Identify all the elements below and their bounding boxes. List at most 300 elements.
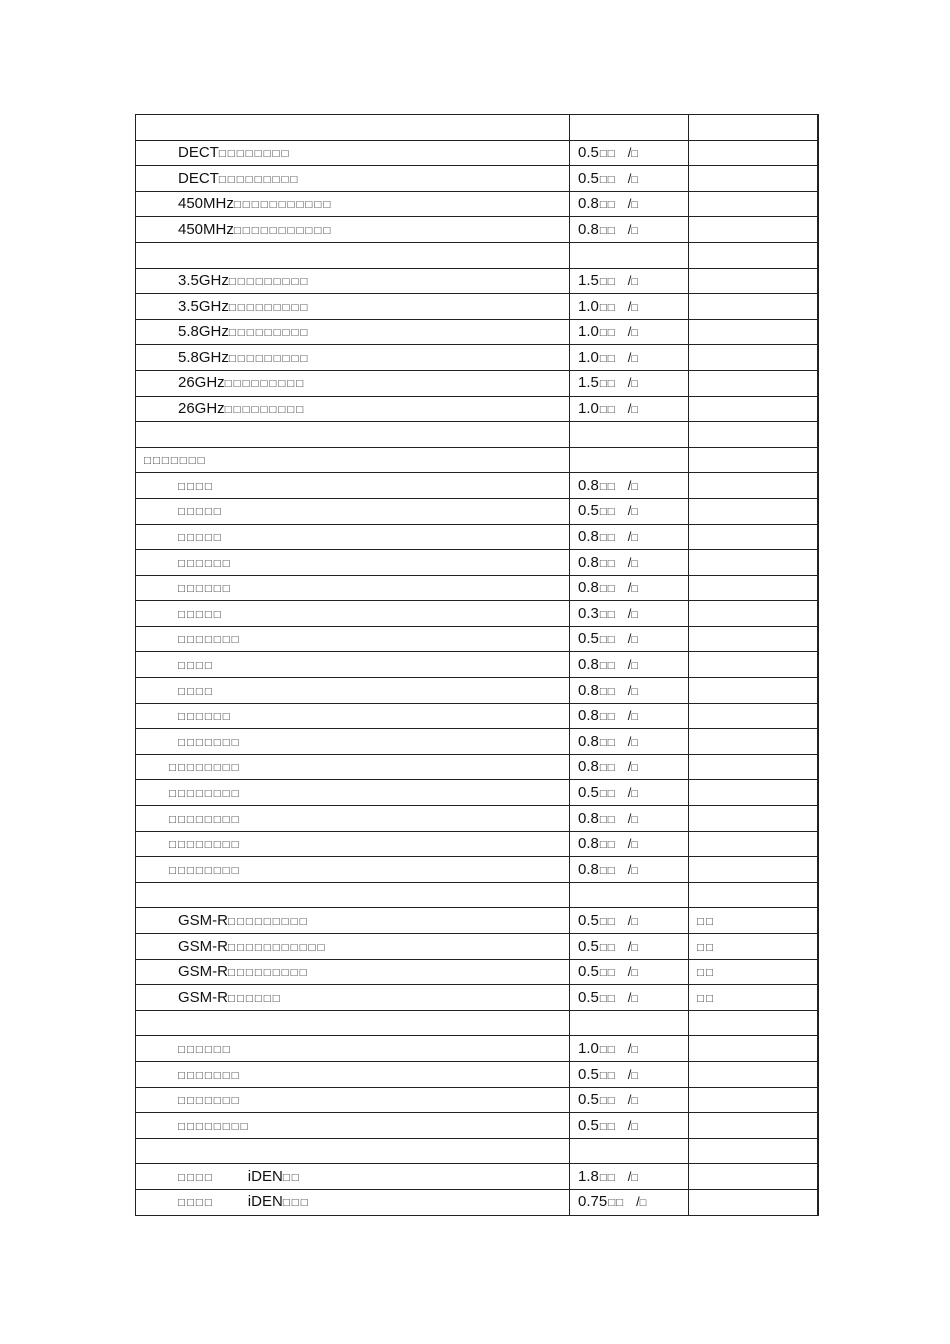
note-cell bbox=[689, 1113, 818, 1139]
fee-unit: □□ bbox=[599, 301, 616, 314]
note-cell bbox=[689, 882, 818, 908]
item-label: □□□□□□□ bbox=[144, 455, 207, 468]
note-cell bbox=[689, 626, 818, 652]
fee-amount: 0.5 bbox=[578, 911, 599, 929]
note-cell bbox=[689, 1010, 818, 1036]
item-prefix: □□□□ bbox=[178, 1197, 214, 1210]
table-row bbox=[136, 422, 818, 448]
note-cell bbox=[689, 166, 818, 192]
fee-cell bbox=[570, 1061, 689, 1087]
fee-unit: □□ bbox=[599, 864, 616, 877]
note-cell bbox=[689, 1087, 818, 1113]
fee-period: □ bbox=[631, 480, 639, 493]
fee-cell bbox=[570, 1036, 689, 1062]
slash-separator: / bbox=[627, 836, 632, 852]
fee-period: □ bbox=[631, 224, 639, 237]
note-cell bbox=[689, 498, 818, 524]
slash-separator: / bbox=[627, 631, 632, 647]
fee-cell bbox=[570, 1189, 689, 1215]
item-code: 450MHz bbox=[178, 195, 234, 213]
item-label: □□□□ bbox=[178, 660, 214, 673]
note-cell bbox=[689, 1164, 818, 1190]
fee-amount: 1.5 bbox=[578, 374, 599, 392]
item-cell bbox=[136, 1113, 570, 1139]
fee-unit: □□ bbox=[599, 915, 616, 928]
item-cell bbox=[136, 115, 570, 141]
fee-cell bbox=[570, 729, 689, 755]
item-cell bbox=[136, 217, 570, 243]
fee-cell bbox=[570, 473, 689, 499]
table-row bbox=[136, 703, 818, 729]
fee-amount: 1.0 bbox=[578, 348, 599, 366]
fee-period: □ bbox=[631, 660, 639, 673]
fee-cell bbox=[570, 754, 689, 780]
item-label: □□□□□□□ bbox=[178, 634, 241, 647]
item-label: □□□□□□□□□ bbox=[228, 327, 310, 340]
item-label: □□□□□□□□ bbox=[178, 1120, 250, 1133]
slash-separator: / bbox=[627, 708, 632, 724]
item-label: □□□□□□□□□ bbox=[218, 173, 300, 186]
table-row bbox=[136, 473, 818, 499]
item-cell bbox=[136, 268, 570, 294]
note-cell bbox=[689, 575, 818, 601]
slash-separator: / bbox=[627, 964, 632, 980]
fee-unit: □□ bbox=[599, 992, 616, 1005]
item-cell bbox=[136, 396, 570, 422]
slash-separator: / bbox=[627, 605, 632, 621]
fee-unit: □□ bbox=[599, 1120, 616, 1133]
table-row bbox=[136, 626, 818, 652]
table-row bbox=[136, 396, 818, 422]
note-text: □□ bbox=[697, 915, 715, 928]
item-label: □□□□□□□□□ bbox=[228, 352, 310, 365]
table-row bbox=[136, 1036, 818, 1062]
note-text: □□ bbox=[697, 967, 715, 980]
note-cell bbox=[689, 1061, 818, 1087]
fee-amount: 0.5 bbox=[578, 1065, 599, 1083]
fee-cell bbox=[570, 370, 689, 396]
fee-amount: 0.8 bbox=[578, 732, 599, 750]
item-label: □□□□□ bbox=[178, 608, 223, 621]
fee-period: □ bbox=[631, 1120, 639, 1133]
fee-period: □ bbox=[631, 1043, 639, 1056]
note-cell bbox=[689, 729, 818, 755]
fee-unit: □□ bbox=[599, 557, 616, 570]
table-row bbox=[136, 1189, 818, 1215]
fee-cell bbox=[570, 985, 689, 1011]
fee-amount: 0.5 bbox=[578, 937, 599, 955]
slash-separator: / bbox=[627, 529, 632, 545]
item-label: □□□□□□□□□□□ bbox=[233, 224, 333, 237]
fee-cell bbox=[570, 678, 689, 704]
fee-amount: 0.8 bbox=[578, 528, 599, 546]
slash-separator: / bbox=[627, 196, 632, 212]
fee-amount: 0.5 bbox=[578, 1091, 599, 1109]
item-label: □□□□□□□□□□□ bbox=[233, 199, 333, 212]
fee-cell bbox=[570, 166, 689, 192]
fee-amount: 1.0 bbox=[578, 400, 599, 418]
item-cell bbox=[136, 882, 570, 908]
slash-separator: / bbox=[627, 554, 632, 570]
fee-cell bbox=[570, 217, 689, 243]
table-row bbox=[136, 524, 818, 550]
item-code: 5.8GHz bbox=[178, 348, 229, 366]
item-cell bbox=[136, 140, 570, 166]
item-label: □□□□ bbox=[178, 685, 214, 698]
item-label: □□□□□□□□□ bbox=[228, 967, 309, 980]
fee-amount: 1.0 bbox=[578, 323, 599, 341]
fee-cell bbox=[570, 319, 689, 345]
fee-period: □ bbox=[631, 941, 639, 954]
fee-cell bbox=[570, 422, 689, 448]
table-row bbox=[136, 191, 818, 217]
slash-separator: / bbox=[627, 1117, 632, 1133]
fee-amount: 0.5 bbox=[578, 630, 599, 648]
fee-period: □ bbox=[639, 1197, 647, 1210]
table-row bbox=[136, 908, 818, 934]
note-cell bbox=[689, 396, 818, 422]
slash-separator: / bbox=[627, 733, 632, 749]
fee-amount: 0.8 bbox=[578, 809, 599, 827]
fee-period: □ bbox=[631, 1095, 639, 1108]
fee-unit: □□ bbox=[599, 813, 616, 826]
table-row bbox=[136, 242, 818, 268]
fee-unit: □□ bbox=[599, 685, 616, 698]
note-cell bbox=[689, 831, 818, 857]
item-label: □□□□ bbox=[178, 480, 214, 493]
item-cell bbox=[136, 1010, 570, 1036]
item-cell bbox=[136, 1061, 570, 1087]
fee-cell bbox=[570, 447, 689, 473]
slash-separator: / bbox=[627, 810, 632, 826]
note-cell bbox=[689, 294, 818, 320]
item-label: □□□□□□□□ bbox=[169, 839, 241, 852]
fee-cell bbox=[570, 498, 689, 524]
item-code: 450MHz bbox=[178, 220, 234, 238]
fee-period: □ bbox=[631, 404, 639, 417]
fee-unit: □□ bbox=[599, 711, 616, 724]
fee-cell bbox=[570, 882, 689, 908]
fee-period: □ bbox=[631, 634, 639, 647]
note-cell bbox=[689, 959, 818, 985]
fee-period: □ bbox=[631, 557, 639, 570]
table-row bbox=[136, 754, 818, 780]
fee-period: □ bbox=[631, 506, 639, 519]
fee-unit: □□ bbox=[599, 1043, 616, 1056]
table-row bbox=[136, 447, 818, 473]
table-row bbox=[136, 780, 818, 806]
item-label: □□□□□□□□ bbox=[169, 762, 241, 775]
item-cell bbox=[136, 601, 570, 627]
fee-amount: 0.8 bbox=[578, 860, 599, 878]
fee-cell bbox=[570, 115, 689, 141]
fee-period: □ bbox=[631, 864, 639, 877]
note-cell bbox=[689, 908, 818, 934]
fee-cell bbox=[570, 934, 689, 960]
slash-separator: / bbox=[627, 324, 632, 340]
note-cell bbox=[689, 422, 818, 448]
item-suffix: □□□ bbox=[282, 1197, 310, 1210]
slash-separator: / bbox=[627, 349, 632, 365]
fee-cell bbox=[570, 242, 689, 268]
fee-period: □ bbox=[631, 327, 639, 340]
table-row bbox=[136, 1061, 818, 1087]
slash-separator: / bbox=[627, 580, 632, 596]
note-cell bbox=[689, 447, 818, 473]
fee-amount: 0.8 bbox=[578, 681, 599, 699]
item-code: DECT bbox=[178, 144, 219, 162]
note-cell bbox=[689, 857, 818, 883]
fee-unit: □□ bbox=[599, 787, 616, 800]
table-row bbox=[136, 806, 818, 832]
fee-cell bbox=[570, 1087, 689, 1113]
item-cell bbox=[136, 780, 570, 806]
item-cell bbox=[136, 550, 570, 576]
item-cell bbox=[136, 370, 570, 396]
fee-period: □ bbox=[631, 813, 639, 826]
note-cell bbox=[689, 806, 818, 832]
item-label: □□□□□□□□□ bbox=[224, 404, 306, 417]
fee-unit: □□ bbox=[599, 506, 616, 519]
item-cell bbox=[136, 1189, 570, 1215]
note-cell bbox=[689, 524, 818, 550]
fee-period: □ bbox=[631, 711, 639, 724]
slash-separator: / bbox=[627, 1066, 632, 1082]
note-cell bbox=[689, 473, 818, 499]
fee-cell bbox=[570, 908, 689, 934]
fee-cell bbox=[570, 1138, 689, 1164]
item-cell bbox=[136, 242, 570, 268]
fee-period: □ bbox=[631, 736, 639, 749]
item-label: □□□□□ bbox=[178, 532, 223, 545]
item-cell bbox=[136, 498, 570, 524]
fee-table-body bbox=[136, 115, 818, 1216]
fee-unit: □□ bbox=[599, 327, 616, 340]
fee-period: □ bbox=[631, 992, 639, 1005]
fee-unit: □□ bbox=[599, 276, 616, 289]
fee-table bbox=[135, 114, 819, 1216]
table-row bbox=[136, 319, 818, 345]
slash-separator: / bbox=[627, 912, 632, 928]
fee-period: □ bbox=[631, 199, 639, 212]
fee-cell bbox=[570, 857, 689, 883]
item-label: □□□□□□ bbox=[178, 583, 232, 596]
fee-cell bbox=[570, 601, 689, 627]
fee-amount: 0.8 bbox=[578, 579, 599, 597]
table-row bbox=[136, 857, 818, 883]
slash-separator: / bbox=[627, 1092, 632, 1108]
slash-separator: / bbox=[627, 503, 632, 519]
note-cell bbox=[689, 242, 818, 268]
fee-amount: 0.5 bbox=[578, 144, 599, 162]
fee-period: □ bbox=[631, 787, 639, 800]
fee-amount: 0.8 bbox=[578, 758, 599, 776]
slash-separator: / bbox=[627, 221, 632, 237]
item-label: □□□□□□□□□ bbox=[228, 301, 310, 314]
fee-period: □ bbox=[631, 1171, 639, 1184]
item-label: □□□□□ bbox=[178, 506, 223, 519]
table-row bbox=[136, 831, 818, 857]
fee-unit: □□ bbox=[599, 583, 616, 596]
note-cell bbox=[689, 140, 818, 166]
note-cell bbox=[689, 550, 818, 576]
item-label: □□□□□□□□ bbox=[169, 813, 241, 826]
slash-separator: / bbox=[636, 1194, 640, 1210]
fee-period: □ bbox=[631, 532, 639, 545]
note-cell bbox=[689, 601, 818, 627]
item-code: iDEN bbox=[247, 1193, 283, 1211]
fee-cell bbox=[570, 524, 689, 550]
fee-unit: □□ bbox=[599, 148, 616, 161]
table-row bbox=[136, 678, 818, 704]
fee-unit: □□ bbox=[599, 634, 616, 647]
slash-separator: / bbox=[627, 145, 632, 161]
fee-cell bbox=[570, 652, 689, 678]
item-label: □□□□□□□ bbox=[178, 736, 241, 749]
fee-cell bbox=[570, 959, 689, 985]
item-label: □□□□□□ bbox=[178, 711, 232, 724]
slash-separator: / bbox=[627, 989, 632, 1005]
item-cell bbox=[136, 908, 570, 934]
fee-cell bbox=[570, 345, 689, 371]
item-label: □□□□□□□□□ bbox=[228, 276, 310, 289]
note-cell bbox=[689, 703, 818, 729]
item-code: iDEN bbox=[247, 1167, 283, 1185]
note-cell bbox=[689, 370, 818, 396]
item-suffix: □□ bbox=[282, 1171, 301, 1184]
item-label: □□□□□□ bbox=[228, 992, 282, 1005]
note-cell bbox=[689, 115, 818, 141]
fee-period: □ bbox=[631, 378, 639, 391]
item-cell bbox=[136, 806, 570, 832]
fee-cell bbox=[570, 1164, 689, 1190]
fee-cell bbox=[570, 780, 689, 806]
fee-unit: □□ bbox=[599, 199, 616, 212]
fee-unit: □□ bbox=[599, 224, 616, 237]
table-row bbox=[136, 1164, 818, 1190]
fee-amount: 0.5 bbox=[578, 988, 599, 1006]
item-label: □□□□□□□□ bbox=[218, 148, 291, 161]
item-code: GSM-R bbox=[178, 911, 228, 929]
fee-period: □ bbox=[631, 301, 639, 314]
item-cell bbox=[136, 473, 570, 499]
fee-period: □ bbox=[631, 148, 639, 161]
item-cell bbox=[136, 754, 570, 780]
table-row bbox=[136, 550, 818, 576]
item-cell bbox=[136, 191, 570, 217]
item-label: □□□□□□□□□ bbox=[228, 915, 309, 928]
fee-amount: 1.0 bbox=[578, 297, 599, 315]
note-text: □□ bbox=[697, 992, 715, 1005]
item-cell bbox=[136, 831, 570, 857]
fee-cell bbox=[570, 575, 689, 601]
fee-amount: 0.8 bbox=[578, 476, 599, 494]
table-row bbox=[136, 345, 818, 371]
table-row bbox=[136, 294, 818, 320]
item-cell bbox=[136, 1138, 570, 1164]
note-cell bbox=[689, 268, 818, 294]
fee-cell bbox=[570, 703, 689, 729]
fee-unit: □□ bbox=[599, 736, 616, 749]
item-cell bbox=[136, 678, 570, 704]
fee-amount: 0.5 bbox=[578, 783, 599, 801]
table-row bbox=[136, 575, 818, 601]
item-label: □□□□□□□□□ bbox=[224, 378, 306, 391]
fee-amount: 1.8 bbox=[578, 1167, 599, 1185]
fee-period: □ bbox=[631, 685, 639, 698]
fee-unit: □□ bbox=[599, 173, 616, 186]
fee-cell bbox=[570, 191, 689, 217]
item-cell bbox=[136, 422, 570, 448]
item-label: □□□□□□□□□□□ bbox=[228, 941, 327, 954]
table-row bbox=[136, 652, 818, 678]
fee-unit: □□ bbox=[599, 404, 616, 417]
note-cell bbox=[689, 780, 818, 806]
item-cell bbox=[136, 985, 570, 1011]
fee-period: □ bbox=[631, 915, 639, 928]
item-prefix: □□□□ bbox=[178, 1171, 214, 1184]
table-row bbox=[136, 1010, 818, 1036]
item-code: 5.8GHz bbox=[178, 323, 229, 341]
fee-cell bbox=[570, 1113, 689, 1139]
fee-amount: 0.75 bbox=[578, 1193, 608, 1211]
fee-cell bbox=[570, 550, 689, 576]
item-cell bbox=[136, 626, 570, 652]
fee-period: □ bbox=[631, 967, 639, 980]
fee-unit: □□ bbox=[599, 378, 616, 391]
slash-separator: / bbox=[627, 273, 632, 289]
fee-amount: 0.8 bbox=[578, 553, 599, 571]
fee-cell bbox=[570, 294, 689, 320]
fee-period: □ bbox=[631, 583, 639, 596]
table-row bbox=[136, 729, 818, 755]
slash-separator: / bbox=[627, 401, 632, 417]
note-text: □□ bbox=[697, 941, 715, 954]
item-label: □□□□□□□ bbox=[178, 1069, 241, 1082]
item-label: □□□□□□□□ bbox=[169, 864, 241, 877]
slash-separator: / bbox=[627, 1040, 632, 1056]
item-code: 26GHz bbox=[178, 400, 225, 418]
table-row bbox=[136, 959, 818, 985]
slash-separator: / bbox=[627, 759, 632, 775]
table-row bbox=[136, 601, 818, 627]
fee-amount: 0.5 bbox=[578, 169, 599, 187]
item-code: DECT bbox=[178, 169, 219, 187]
item-code: 3.5GHz bbox=[178, 297, 229, 315]
fee-cell bbox=[570, 1010, 689, 1036]
slash-separator: / bbox=[627, 682, 632, 698]
item-label: □□□□□□□□ bbox=[169, 787, 241, 800]
fee-amount: 0.5 bbox=[578, 1116, 599, 1134]
fee-period: □ bbox=[631, 173, 639, 186]
slash-separator: / bbox=[627, 938, 632, 954]
fee-amount: 0.8 bbox=[578, 656, 599, 674]
item-cell bbox=[136, 1164, 570, 1190]
note-cell bbox=[689, 678, 818, 704]
table-row bbox=[136, 882, 818, 908]
note-cell bbox=[689, 1138, 818, 1164]
fee-unit: □□ bbox=[599, 480, 616, 493]
fee-period: □ bbox=[631, 839, 639, 852]
table-row bbox=[136, 934, 818, 960]
fee-period: □ bbox=[631, 762, 639, 775]
fee-cell bbox=[570, 268, 689, 294]
fee-amount: 0.8 bbox=[578, 220, 599, 238]
table-row bbox=[136, 498, 818, 524]
fee-cell bbox=[570, 831, 689, 857]
fee-unit: □□ bbox=[599, 1171, 616, 1184]
slash-separator: / bbox=[627, 298, 632, 314]
